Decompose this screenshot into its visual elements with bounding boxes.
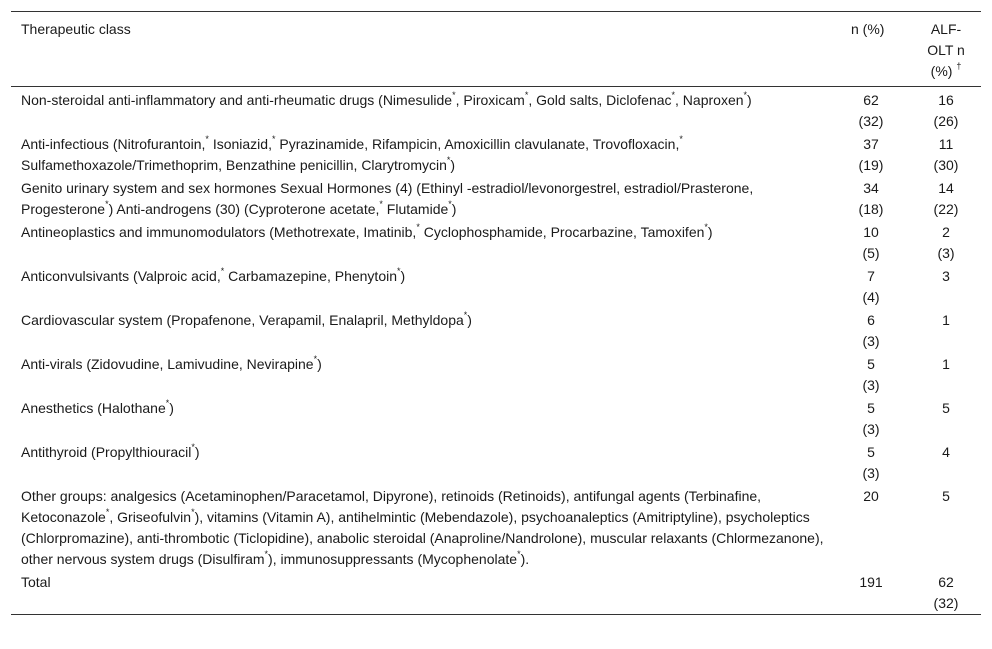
olt-pct: (30) <box>933 157 959 173</box>
class-text-segment: Isoniazid, <box>208 136 272 152</box>
asterisk-mark: * <box>463 310 468 321</box>
n-percent-cell <box>831 485 911 571</box>
header-alf-olt-line2: OLT n <box>927 42 965 58</box>
asterisk-mark: * <box>397 266 401 277</box>
n-pct: (19) <box>858 157 884 173</box>
therapeutic-class-cell <box>11 353 831 397</box>
n-value: 5 <box>867 400 875 416</box>
class-text-segment: ), immunosuppressants (Mycophenolate <box>268 551 518 567</box>
n-percent-cell <box>831 221 911 265</box>
class-text-segment: Anesthetics (Halothane <box>21 400 166 416</box>
class-text-segment: , Piroxicam <box>455 92 525 108</box>
n-percent-cell <box>831 571 911 615</box>
class-text-segment: ) <box>707 224 713 240</box>
table-row <box>11 397 981 441</box>
class-text-segment: , Griseofulvin <box>109 509 192 525</box>
alf-olt-cell <box>911 353 981 397</box>
n-value: 6 <box>867 312 875 328</box>
table-row <box>11 177 981 221</box>
header-alf-olt <box>911 12 981 87</box>
n-percent-cell <box>831 441 911 485</box>
n-pct: (4) <box>862 289 880 305</box>
asterisk-mark: * <box>220 266 225 277</box>
n-percent-cell <box>831 177 911 221</box>
asterisk-mark: * <box>191 507 195 518</box>
class-text-segment: ) <box>194 444 200 460</box>
asterisk-mark: * <box>205 134 209 145</box>
asterisk-mark: * <box>313 354 318 365</box>
alf-olt-cell <box>911 309 981 353</box>
class-text-segment: ) <box>450 157 456 173</box>
table-row <box>11 309 981 353</box>
class-text-segment: , Naproxen <box>675 92 744 108</box>
olt-value: 11 <box>938 136 954 152</box>
alf-olt-cell <box>911 485 981 571</box>
asterisk-mark: * <box>743 90 748 101</box>
n-pct: (18) <box>858 201 884 217</box>
n-pct: (3) <box>862 421 880 437</box>
n-pct: (5) <box>862 245 880 261</box>
therapeutic-class-table <box>11 11 981 615</box>
class-text-segment: Cyclophosphamide, Procarbazine, Tamoxifen <box>419 224 705 240</box>
class-text-segment: Cardiovascular system (Propafenone, Verapamil, Enalapril, Methyldopa <box>21 312 464 328</box>
n-value: 62 <box>863 92 879 108</box>
class-text-segment: ) <box>169 400 174 416</box>
n-percent-cell <box>831 87 911 134</box>
olt-pct: (22) <box>933 201 959 217</box>
therapeutic-class-cell <box>11 397 831 441</box>
class-text-segment: ). <box>520 551 530 567</box>
class-text-segment: Anti-infectious (Nitrofurantoin, <box>21 136 206 152</box>
class-text-segment: Anti-virals (Zidovudine, Lamivudine, Nevirapine <box>21 356 314 372</box>
therapeutic-class-cell <box>11 87 831 134</box>
class-text-segment: Sulfamethoxazole/Trimethoprim, Benzathine penicillin, Clarytromycin <box>21 157 447 173</box>
n-value: 5 <box>867 444 875 460</box>
asterisk-mark: * <box>416 222 420 233</box>
asterisk-mark: * <box>524 90 529 101</box>
class-text-segment: Antineoplastics and immunomodulators (Methotrexate, Imatinib, <box>21 224 417 240</box>
n-percent-cell <box>831 397 911 441</box>
dagger-mark: † <box>956 61 962 72</box>
asterisk-mark: * <box>379 199 383 210</box>
therapeutic-class-cell <box>11 177 831 221</box>
class-text-segment: ) Anti-androgens (30) (Cyproterone acetate, <box>108 201 380 217</box>
n-value: 20 <box>863 488 879 504</box>
alf-olt-cell <box>911 265 981 309</box>
alf-olt-cell <box>911 133 981 177</box>
asterisk-mark: * <box>105 199 109 210</box>
olt-value: 1 <box>942 312 950 328</box>
therapeutic-class-cell <box>11 265 831 309</box>
class-text-segment: Total <box>21 574 51 590</box>
therapeutic-class-cell <box>11 485 831 571</box>
table-row <box>11 221 981 265</box>
asterisk-mark: * <box>105 507 110 518</box>
class-text-segment: , Gold salts, Diclofenac <box>528 92 672 108</box>
asterisk-mark: * <box>671 90 676 101</box>
asterisk-mark: * <box>446 155 451 166</box>
asterisk-mark: * <box>679 134 683 145</box>
table-row <box>11 571 981 615</box>
asterisk-mark: * <box>517 549 521 560</box>
class-text-segment: Antithyroid (Propylthiouracil <box>21 444 192 460</box>
class-text-segment: Carbamazepine, Phenytoin <box>224 268 398 284</box>
therapeutic-class-cell <box>11 133 831 177</box>
olt-value: 2 <box>942 224 950 240</box>
table-row <box>11 485 981 571</box>
olt-value: 3 <box>942 268 950 284</box>
table-header-row <box>11 12 981 87</box>
olt-value: 5 <box>942 488 950 504</box>
n-percent-cell <box>831 265 911 309</box>
olt-value: 4 <box>942 444 950 460</box>
class-text-segment: Flutamide <box>382 201 449 217</box>
olt-value: 5 <box>942 400 950 416</box>
alf-olt-cell <box>911 441 981 485</box>
header-therapeutic-class: Therapeutic class <box>11 12 831 87</box>
class-text-segment: ) <box>467 312 472 328</box>
n-value: 191 <box>859 574 883 590</box>
n-percent-cell <box>831 133 911 177</box>
olt-value: 14 <box>938 180 954 196</box>
table-container <box>11 11 981 615</box>
n-value: 37 <box>863 136 879 152</box>
class-text-segment: Genito urinary system and sex hormones Sexual Hormones (4) (Ethinyl -estradiol/levonorgestrel, estradiol/Prasterone, Progesterone <box>21 180 754 217</box>
n-pct: (32) <box>858 113 884 129</box>
table-row <box>11 87 981 134</box>
asterisk-mark: * <box>704 222 708 233</box>
asterisk-mark: * <box>452 90 456 101</box>
n-value: 5 <box>867 356 875 372</box>
therapeutic-class-cell <box>11 571 831 615</box>
header-alf-olt-line3 <box>911 61 981 82</box>
n-value: 10 <box>863 224 879 240</box>
n-value: 34 <box>863 180 879 196</box>
alf-olt-cell <box>911 221 981 265</box>
table-row <box>11 441 981 485</box>
asterisk-mark: * <box>264 549 269 560</box>
class-text-segment: Anticonvulsivants (Valproic acid, <box>21 268 221 284</box>
therapeutic-class-cell <box>11 309 831 353</box>
therapeutic-class-cell <box>11 441 831 485</box>
table-row <box>11 353 981 397</box>
asterisk-mark: * <box>448 199 452 210</box>
class-text-segment: ) <box>400 268 406 284</box>
olt-pct: (26) <box>933 113 959 129</box>
class-text-segment: Pyrazinamide, Rifampicin, Amoxicillin clavulanate, Trovofloxacin, <box>275 136 680 152</box>
asterisk-mark: * <box>191 442 195 453</box>
alf-olt-cell <box>911 397 981 441</box>
n-pct: (3) <box>862 377 880 393</box>
class-text-segment: Non-steroidal anti-inflammatory and anti-rheumatic drugs (Nimesulide <box>21 92 453 108</box>
alf-olt-cell <box>911 571 981 615</box>
class-text-segment: ) <box>747 92 752 108</box>
olt-value: 62 <box>938 574 954 590</box>
olt-pct: (3) <box>937 245 955 261</box>
table-row <box>11 265 981 309</box>
class-text-segment: Other groups: analgesics (Acetaminophen/Paracetamol, Dipyrone), retinoids (Retinoids), antifungal agents (Terbinafine, Ketoconazole <box>21 488 762 525</box>
alf-olt-cell <box>911 177 981 221</box>
n-value: 7 <box>867 268 875 284</box>
table-row <box>11 133 981 177</box>
asterisk-mark: * <box>271 134 276 145</box>
alf-olt-cell <box>911 87 981 134</box>
asterisk-mark: * <box>165 398 170 409</box>
header-alf-olt-pct: (%) <box>930 63 953 79</box>
class-text-segment: ) <box>317 356 322 372</box>
n-percent-cell <box>831 353 911 397</box>
olt-value: 1 <box>942 356 950 372</box>
therapeutic-class-cell <box>11 221 831 265</box>
header-alf-olt-line1: ALF- <box>930 21 962 37</box>
class-text-segment: ) <box>451 201 457 217</box>
table-body <box>11 87 981 615</box>
class-text-segment: ), vitamins (Vitamin A), antihelmintic (Mebendazole), psychoanaleptics (Amitriptyline), psycholeptics (Chlorpromazine), anti-thrombotic (Ticlopidine), anabolic steroidal (Anaproline/Nandrolone), muscular relaxants (Chlormezanone), other nervous system drugs (Disulfiram <box>21 509 824 567</box>
n-pct: (3) <box>862 333 880 349</box>
olt-pct: (32) <box>933 595 959 611</box>
header-n-percent: n (%) <box>831 12 911 87</box>
n-percent-cell <box>831 309 911 353</box>
olt-value: 16 <box>938 92 954 108</box>
n-pct: (3) <box>862 465 880 481</box>
